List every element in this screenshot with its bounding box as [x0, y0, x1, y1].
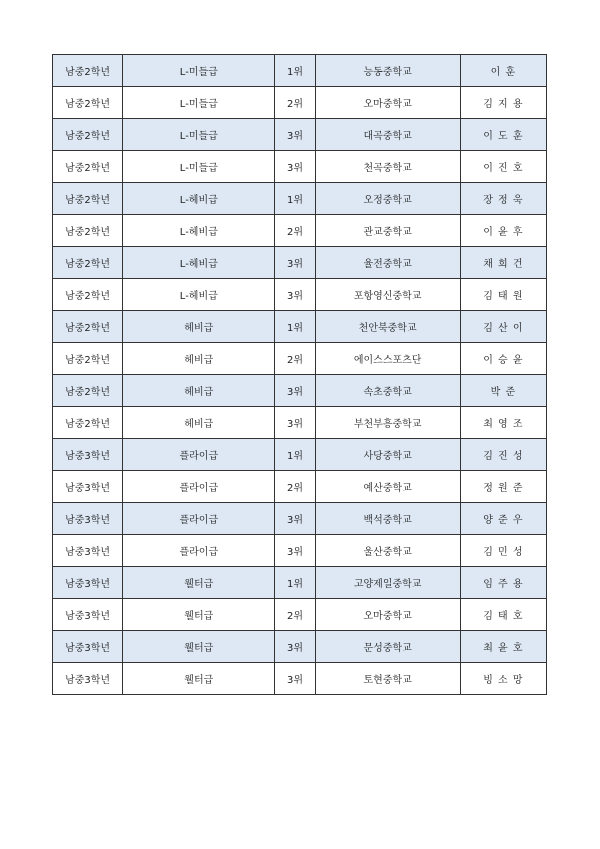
- name-cell: 김 진 성: [460, 439, 546, 471]
- rank-cell: 1위: [275, 439, 315, 471]
- weight-class-cell: 웰터급: [123, 663, 275, 695]
- name-cell: 최 영 조: [460, 407, 546, 439]
- name-cell: 장 정 욱: [460, 183, 546, 215]
- rank-cell: 3위: [275, 503, 315, 535]
- name-cell: 김 태 원: [460, 279, 546, 311]
- table-row: [53, 439, 547, 471]
- grade-cell: 남중2학년: [53, 247, 123, 279]
- grade-cell: 남중2학년: [53, 183, 123, 215]
- name-cell: 최 윤 호: [460, 631, 546, 663]
- rank-cell: 2위: [275, 87, 315, 119]
- name-cell: 이 도 훈: [460, 119, 546, 151]
- table-row: [53, 503, 547, 535]
- weight-class-cell: 웰터급: [123, 567, 275, 599]
- weight-class-cell: 헤비급: [123, 311, 275, 343]
- weight-class-cell: 플라이급: [123, 535, 275, 567]
- table-row: [53, 55, 547, 87]
- grade-cell: 남중3학년: [53, 471, 123, 503]
- rank-cell: 2위: [275, 599, 315, 631]
- weight-class-cell: L-미들급: [123, 87, 275, 119]
- table-row: [53, 471, 547, 503]
- results-table-body: [53, 55, 547, 695]
- school-cell: 관교중학교: [315, 215, 460, 247]
- school-cell: 능동중학교: [315, 55, 460, 87]
- grade-cell: 남중3학년: [53, 567, 123, 599]
- rank-cell: 3위: [275, 663, 315, 695]
- grade-cell: 남중2학년: [53, 343, 123, 375]
- name-cell: 정 원 준: [460, 471, 546, 503]
- school-cell: 에이스스포츠단: [315, 343, 460, 375]
- grade-cell: 남중2학년: [53, 55, 123, 87]
- name-cell: 김 민 성: [460, 535, 546, 567]
- weight-class-cell: L-미들급: [123, 151, 275, 183]
- rank-cell: 3위: [275, 407, 315, 439]
- weight-class-cell: L-헤비급: [123, 215, 275, 247]
- name-cell: 이 훈: [460, 55, 546, 87]
- grade-cell: 남중2학년: [53, 151, 123, 183]
- weight-class-cell: L-미들급: [123, 119, 275, 151]
- rank-cell: 3위: [275, 151, 315, 183]
- grade-cell: 남중2학년: [53, 407, 123, 439]
- grade-cell: 남중3학년: [53, 631, 123, 663]
- grade-cell: 남중3학년: [53, 439, 123, 471]
- table-row: [53, 343, 547, 375]
- grade-cell: 남중2학년: [53, 279, 123, 311]
- rank-cell: 3위: [275, 535, 315, 567]
- rank-cell: 1위: [275, 311, 315, 343]
- weight-class-cell: 웰터급: [123, 631, 275, 663]
- name-cell: 박 준: [460, 375, 546, 407]
- school-cell: 천곡중학교: [315, 151, 460, 183]
- table-row: [53, 535, 547, 567]
- rank-cell: 1위: [275, 567, 315, 599]
- grade-cell: 남중3학년: [53, 599, 123, 631]
- grade-cell: 남중3학년: [53, 503, 123, 535]
- school-cell: 오정중학교: [315, 183, 460, 215]
- weight-class-cell: L-미들급: [123, 55, 275, 87]
- table-row: [53, 663, 547, 695]
- rank-cell: 3위: [275, 631, 315, 663]
- rank-cell: 2위: [275, 471, 315, 503]
- grade-cell: 남중2학년: [53, 311, 123, 343]
- school-cell: 문성중학교: [315, 631, 460, 663]
- weight-class-cell: 플라이급: [123, 503, 275, 535]
- rank-cell: 1위: [275, 183, 315, 215]
- school-cell: 백석중학교: [315, 503, 460, 535]
- table-row: [53, 567, 547, 599]
- school-cell: 오마중학교: [315, 87, 460, 119]
- weight-class-cell: 헤비급: [123, 375, 275, 407]
- name-cell: 이 진 호: [460, 151, 546, 183]
- table-row: [53, 183, 547, 215]
- grade-cell: 남중2학년: [53, 87, 123, 119]
- rank-cell: 1위: [275, 55, 315, 87]
- name-cell: 이 승 윤: [460, 343, 546, 375]
- table-row: [53, 599, 547, 631]
- rank-cell: 3위: [275, 279, 315, 311]
- name-cell: 김 태 호: [460, 599, 546, 631]
- school-cell: 대곡중학교: [315, 119, 460, 151]
- school-cell: 속초중학교: [315, 375, 460, 407]
- school-cell: 율전중학교: [315, 247, 460, 279]
- name-cell: 채 희 건: [460, 247, 546, 279]
- weight-class-cell: L-헤비급: [123, 183, 275, 215]
- name-cell: 김 산 이: [460, 311, 546, 343]
- weight-class-cell: L-헤비급: [123, 247, 275, 279]
- table-row: [53, 631, 547, 663]
- school-cell: 고양제일중학교: [315, 567, 460, 599]
- weight-class-cell: 플라이급: [123, 471, 275, 503]
- school-cell: 예산중학교: [315, 471, 460, 503]
- name-cell: 임 주 용: [460, 567, 546, 599]
- school-cell: 부천부흥중학교: [315, 407, 460, 439]
- table-row: [53, 311, 547, 343]
- name-cell: 이 윤 후: [460, 215, 546, 247]
- weight-class-cell: 헤비급: [123, 343, 275, 375]
- table-row: [53, 151, 547, 183]
- weight-class-cell: 헤비급: [123, 407, 275, 439]
- school-cell: 울산중학교: [315, 535, 460, 567]
- school-cell: 사당중학교: [315, 439, 460, 471]
- school-cell: 천안북중학교: [315, 311, 460, 343]
- school-cell: 포항영신중학교: [315, 279, 460, 311]
- rank-cell: 2위: [275, 215, 315, 247]
- table-row: [53, 247, 547, 279]
- weight-class-cell: 플라이급: [123, 439, 275, 471]
- table-row: [53, 119, 547, 151]
- rank-cell: 2위: [275, 343, 315, 375]
- results-table: [52, 54, 547, 695]
- weight-class-cell: L-헤비급: [123, 279, 275, 311]
- table-row: [53, 407, 547, 439]
- table-row: [53, 279, 547, 311]
- grade-cell: 남중3학년: [53, 535, 123, 567]
- rank-cell: 3위: [275, 375, 315, 407]
- school-cell: 토현중학교: [315, 663, 460, 695]
- grade-cell: 남중2학년: [53, 375, 123, 407]
- name-cell: 빙 소 망: [460, 663, 546, 695]
- rank-cell: 3위: [275, 119, 315, 151]
- table-row: [53, 375, 547, 407]
- weight-class-cell: 웰터급: [123, 599, 275, 631]
- rank-cell: 3위: [275, 247, 315, 279]
- grade-cell: 남중2학년: [53, 119, 123, 151]
- school-cell: 오마중학교: [315, 599, 460, 631]
- table-row: [53, 87, 547, 119]
- name-cell: 양 준 우: [460, 503, 546, 535]
- name-cell: 김 지 용: [460, 87, 546, 119]
- table-row: [53, 215, 547, 247]
- grade-cell: 남중3학년: [53, 663, 123, 695]
- grade-cell: 남중2학년: [53, 215, 123, 247]
